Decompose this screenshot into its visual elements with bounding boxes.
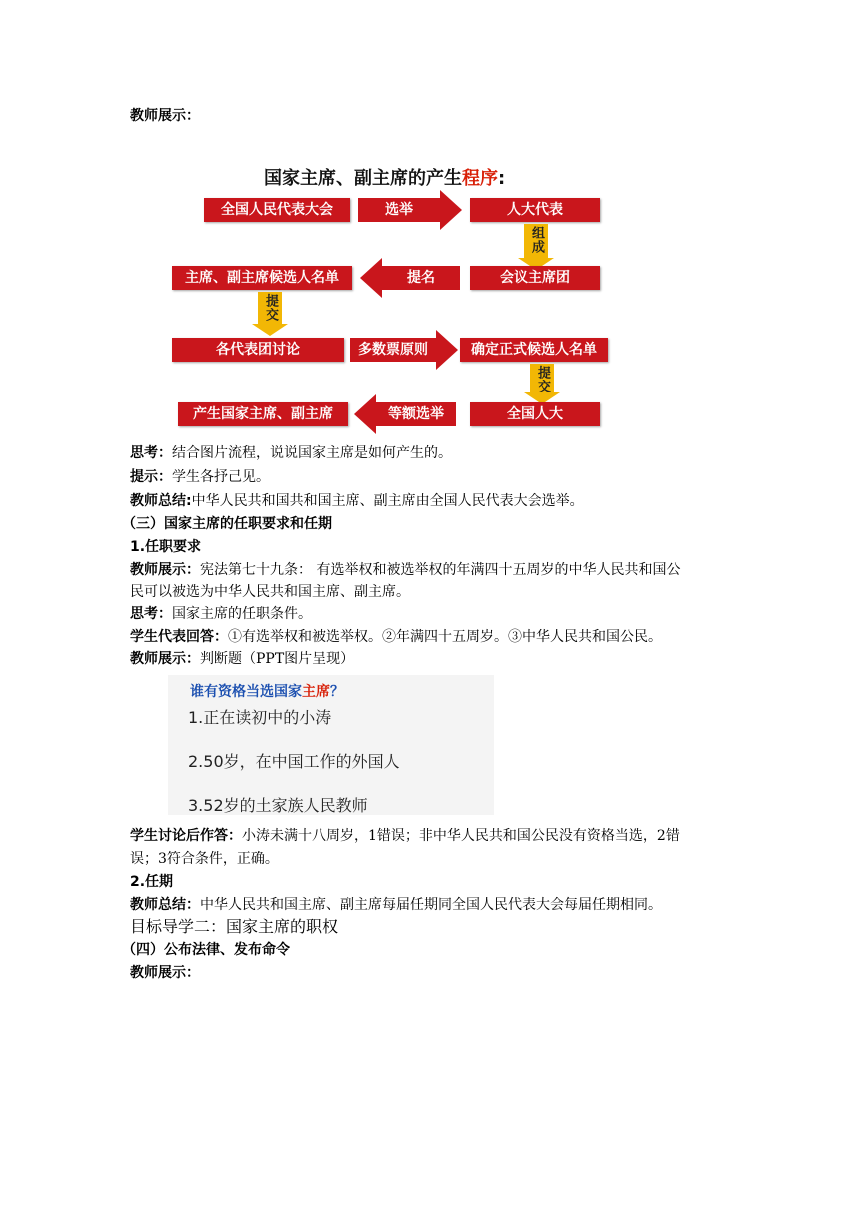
hint: 提示：学生各抒己见。 — [130, 469, 270, 485]
arrow-submit-1: 提交 — [252, 292, 288, 338]
subheading-requirements: 1.任职要求 — [130, 539, 202, 555]
box-delegations: 各代表团讨论 — [172, 338, 344, 362]
think-2: 思考：国家主席的任职条件。 — [130, 606, 312, 622]
teacher-show-2-cont: 民可以被选为中华人民共和国主席、副主席。 — [130, 584, 410, 600]
subheading-term: 2.任期 — [130, 874, 174, 890]
quiz-image — [168, 675, 494, 815]
think-1: 思考：结合图片流程，说说国家主席是如何产生的。 — [130, 445, 452, 461]
student-answer: 学生代表回答：①有选举权和被选举权。②年满四十五周岁。③中华人民共和国公民。 — [130, 629, 662, 645]
flowchart-title: 国家主席、副主席的产生程序: — [264, 168, 506, 189]
teacher-show-label-1: 教师展示： — [130, 108, 200, 124]
teacher-summary-2: 教师总结：中华人民共和国主席、副主席每届任期同全国人民代表大会每届任期相同。 — [130, 897, 662, 913]
teacher-show-3: 教师展示：判断题（PPT图片呈现） — [130, 651, 355, 667]
quiz-title: 谁有资格当选国家主席？ — [190, 684, 344, 700]
arrow-nominate: 提名 — [360, 266, 460, 290]
box-presidium: 会议主席团 — [470, 266, 600, 290]
student-discussion-cont: 误；3符合条件，正确。 — [130, 851, 279, 867]
arrow-equal-election: 等额选举 — [354, 402, 456, 426]
student-discussion: 学生讨论后作答：小涛未满十八周岁，1错误；非中华人民共和国公民没有资格当选，2错 — [130, 828, 680, 844]
goal-2-heading: 目标导学二：国家主席的职权 — [130, 917, 339, 936]
quiz-item-3: 3.52岁的土家族人民教师 — [188, 796, 368, 815]
box-npc: 全国人民代表大会 — [204, 198, 350, 222]
teacher-show-2: 教师展示：宪法第七十九条： 有选举权和被选举权的年满四十五周岁的中华人民共和国公 — [130, 562, 681, 578]
box-formal-candidates: 确定正式候选人名单 — [460, 338, 608, 362]
quiz-item-1: 1.正在读初中的小涛 — [188, 708, 332, 727]
section-3-heading: （三）国家主席的任职要求和任期 — [122, 516, 332, 532]
teacher-summary-1: 教师总结:中华人民共和国共和国主席、副主席由全国人民代表大会选举。 — [130, 493, 584, 509]
box-candidate-list: 主席、副主席候选人名单 — [172, 266, 352, 290]
box-deputies: 人大代表 — [470, 198, 600, 222]
teacher-show-label-4: 教师展示： — [130, 965, 200, 981]
flowchart-image — [168, 158, 618, 430]
section-4-heading: （四）公布法律、发布命令 — [122, 942, 290, 958]
box-full-npc: 全国人大 — [470, 402, 600, 426]
arrow-submit-2: 提交 — [524, 364, 560, 404]
quiz-item-2: 2.50岁，在中国工作的外国人 — [188, 752, 400, 771]
arrow-elect: 选举 — [358, 198, 462, 222]
box-result: 产生国家主席、副主席 — [178, 402, 348, 426]
arrow-majority: 多数票原则 — [350, 338, 462, 362]
arrow-form: 组成 — [518, 224, 554, 272]
